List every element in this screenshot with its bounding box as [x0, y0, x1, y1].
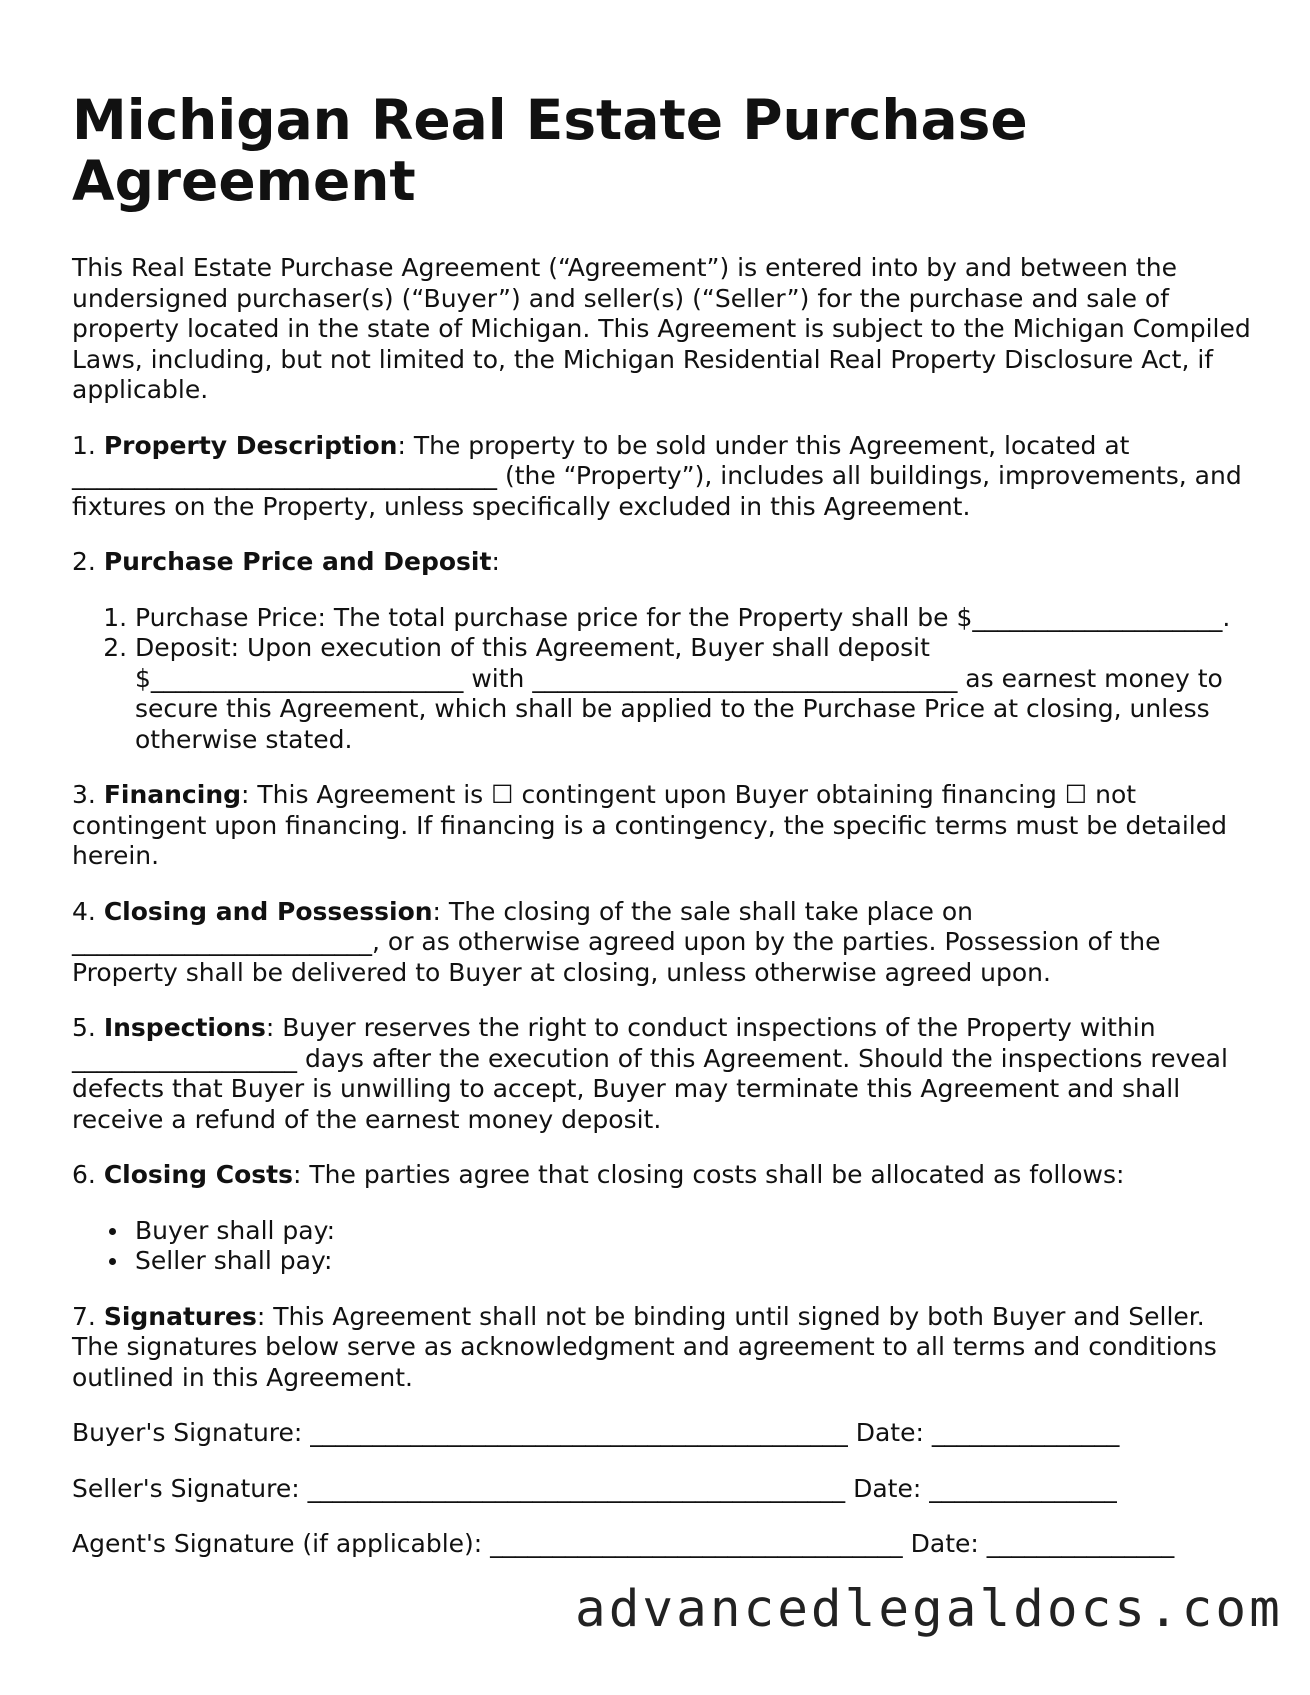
list-item: Buyer shall pay:: [135, 1216, 1252, 1247]
section-purchase-price: [72, 547, 1252, 755]
section-text: [72, 1013, 1252, 1135]
section-heading: Closing and Possession: [103, 896, 433, 926]
section-body: : The property to be sold under this Agreement, located at __________________________________ (the “Property”), includes all buildings, improvements, and fixtures on the Property, unless specifically excluded in this Agreement.: [72, 430, 1242, 521]
section-financing: [72, 780, 1252, 872]
section-body: :: [491, 547, 500, 576]
section-number: 1.: [72, 430, 96, 460]
section-closing-possession: [72, 897, 1252, 989]
watermark: advancedlegaldocs.com: [575, 1580, 1283, 1639]
section-heading: Financing: [103, 780, 242, 809]
section-body: : The parties agree that closing costs shall be allocated as follows:: [293, 1160, 1125, 1189]
section-heading: Inspections: [103, 1013, 266, 1042]
section-heading: Signatures: [103, 1301, 257, 1331]
section-text: [72, 1302, 1252, 1394]
section-text: [72, 1160, 1252, 1191]
section-body: : This Agreement shall not be binding until signed by both Buyer and Seller. The signatures below serve as acknowledgment and agreement to all terms and conditions outlined in this Agreement.: [72, 1301, 1217, 1392]
section-inspections: [72, 1013, 1252, 1135]
list-item: Seller shall pay:: [135, 1246, 1252, 1277]
section-number: 2.: [72, 547, 96, 576]
list-item: 2. Deposit: Upon execution of this Agreement, Buyer shall deposit $_________________________ with __________________________________ as earnest money to secure this Agreement, which shall be applied to the Purchase Price at closing, unless otherwise stated.: [135, 633, 1252, 755]
section-number: 6.: [72, 1160, 96, 1189]
section-text: [72, 431, 1252, 523]
intro-paragraph: This Real Estate Purchase Agreement (“Agreement”) is entered into by and between the undersigned purchaser(s) (“Buyer”) and seller(s) (“Seller”) for the purchase and sale of property located in the state of Michigan. This Agreement is subject to the Michigan Compiled Laws, including, but not limited to, the Michigan Residential Real Property Disclosure Act, if applicable.: [72, 253, 1251, 404]
section-number: 4.: [72, 896, 96, 926]
section-text: [72, 780, 1252, 872]
section-property-description: [72, 431, 1252, 523]
list-item: 1. Purchase Price: The total purchase price for the Property shall be $____________________.: [135, 603, 1252, 634]
closing-costs-list: [72, 1216, 1252, 1277]
section-text: [72, 897, 1252, 989]
section-heading: Property Description: [103, 430, 398, 460]
section-body: : The closing of the sale shall take place on ________________________, or as otherwise agreed upon by the parties. Possession of the Property shall be delivered to Buyer at closing, unless otherwise agreed upon.: [72, 896, 1161, 987]
document-page: [72, 90, 1252, 1585]
section-signatures: [72, 1302, 1252, 1394]
section-body: : Buyer reserves the right to conduct inspections of the Property within __________________ days after the execution of this Agreement. Should the inspections reveal defects that Buyer is unwilling to accept, Buyer may terminate this Agreement and shall receive a refund of the earnest money deposit.: [72, 1013, 1228, 1134]
section-body: : This Agreement is ☐ contingent upon Buyer obtaining financing ☐ not contingent upon financing. If financing is a contingency, the specific terms must be detailed herein.: [72, 780, 1228, 870]
purchase-price-list: [72, 603, 1252, 756]
seller-signature-line: Seller's Signature: ___________________________________________ Date: _______________: [72, 1473, 1117, 1503]
section-number: 5.: [72, 1013, 96, 1042]
document-title: Michigan Real Estate Purchase Agreement: [72, 88, 1028, 213]
section-text: [72, 547, 1252, 578]
agent-signature-line: Agent's Signature (if applicable): _________________________________ Date: _______________: [72, 1529, 1175, 1558]
buyer-signature-line: Buyer's Signature: ___________________________________________ Date: _______________: [72, 1418, 1120, 1447]
section-closing-costs: [72, 1160, 1252, 1277]
section-heading: Closing Costs: [103, 1160, 293, 1189]
section-number: 7.: [72, 1301, 96, 1331]
section-heading: Purchase Price and Deposit: [103, 547, 492, 576]
section-number: 3.: [72, 780, 96, 809]
